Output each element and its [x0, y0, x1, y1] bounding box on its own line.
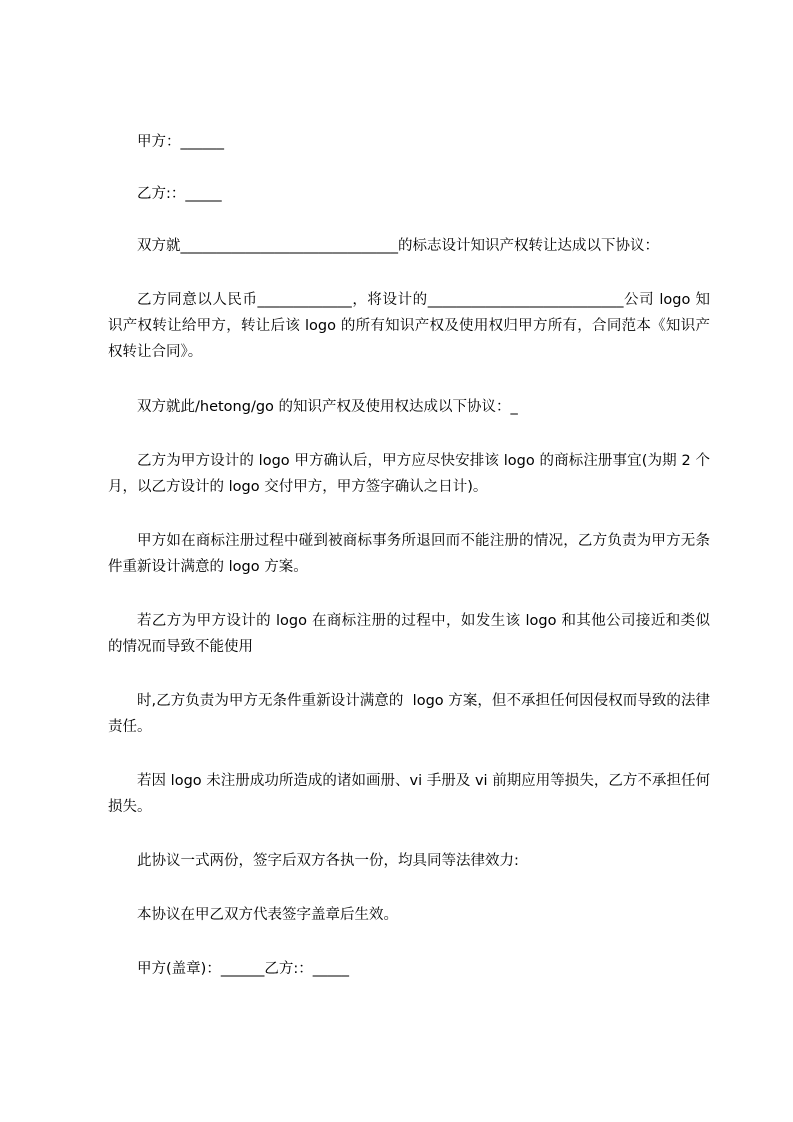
redesign-clause: 甲方如在商标注册过程中碰到被商标事务所退回而不能注册的情况，乙方负责为甲方无条件重新设计满意的 logo 方案。: [108, 533, 710, 575]
agreement-intro: 双方就______________________________的标志设计知识产权转让达成以下协议：: [137, 238, 659, 254]
loss-clause: 若因 logo 未注册成功所造成的诸如画册、vi 手册及 vi 前期应用等损失，乙方不承担任何损失。: [108, 773, 710, 815]
copies-clause: 此协议一式两份，签字后双方各执一份，均具同等法律效力:: [137, 853, 519, 869]
trademark-registration-clause: 乙方为甲方设计的 logo 甲方确认后，甲方应尽快安排该 logo 的商标注册事宜(为期 2 个月，以乙方设计的 logo 交付甲方，甲方签字确认之日计)。: [108, 453, 710, 495]
effective-clause: 本协议在甲乙双方代表签字盖章后生效。: [137, 907, 398, 923]
usage-rights-intro: 双方就此/hetong/go 的知识产权及使用权达成以下协议：_: [137, 399, 518, 415]
transfer-clause: 乙方同意以人民币_____________，将设计的___________________________公司 logo 知识产权转让给甲方，转让后该 logo 的所有知识产权及使用权归甲方所有，合同范本《知识产权转让合同》。: [108, 292, 710, 360]
party-b-line: 乙方:：_____: [137, 186, 222, 202]
similarity-clause: 若乙方为甲方设计的 logo 在商标注册的过程中，如发生该 logo 和其他公司接近和类似的情况而导致不能使用: [108, 613, 710, 655]
liability-clause: 时,乙方负责为甲方无条件重新设计满意的 logo 方案，但不承担任何因侵权而导致的法律责任。: [108, 693, 710, 735]
party-a-line: 甲方：______: [137, 134, 224, 150]
signature-line: 甲方(盖章)：______乙方:：_____: [137, 961, 349, 977]
